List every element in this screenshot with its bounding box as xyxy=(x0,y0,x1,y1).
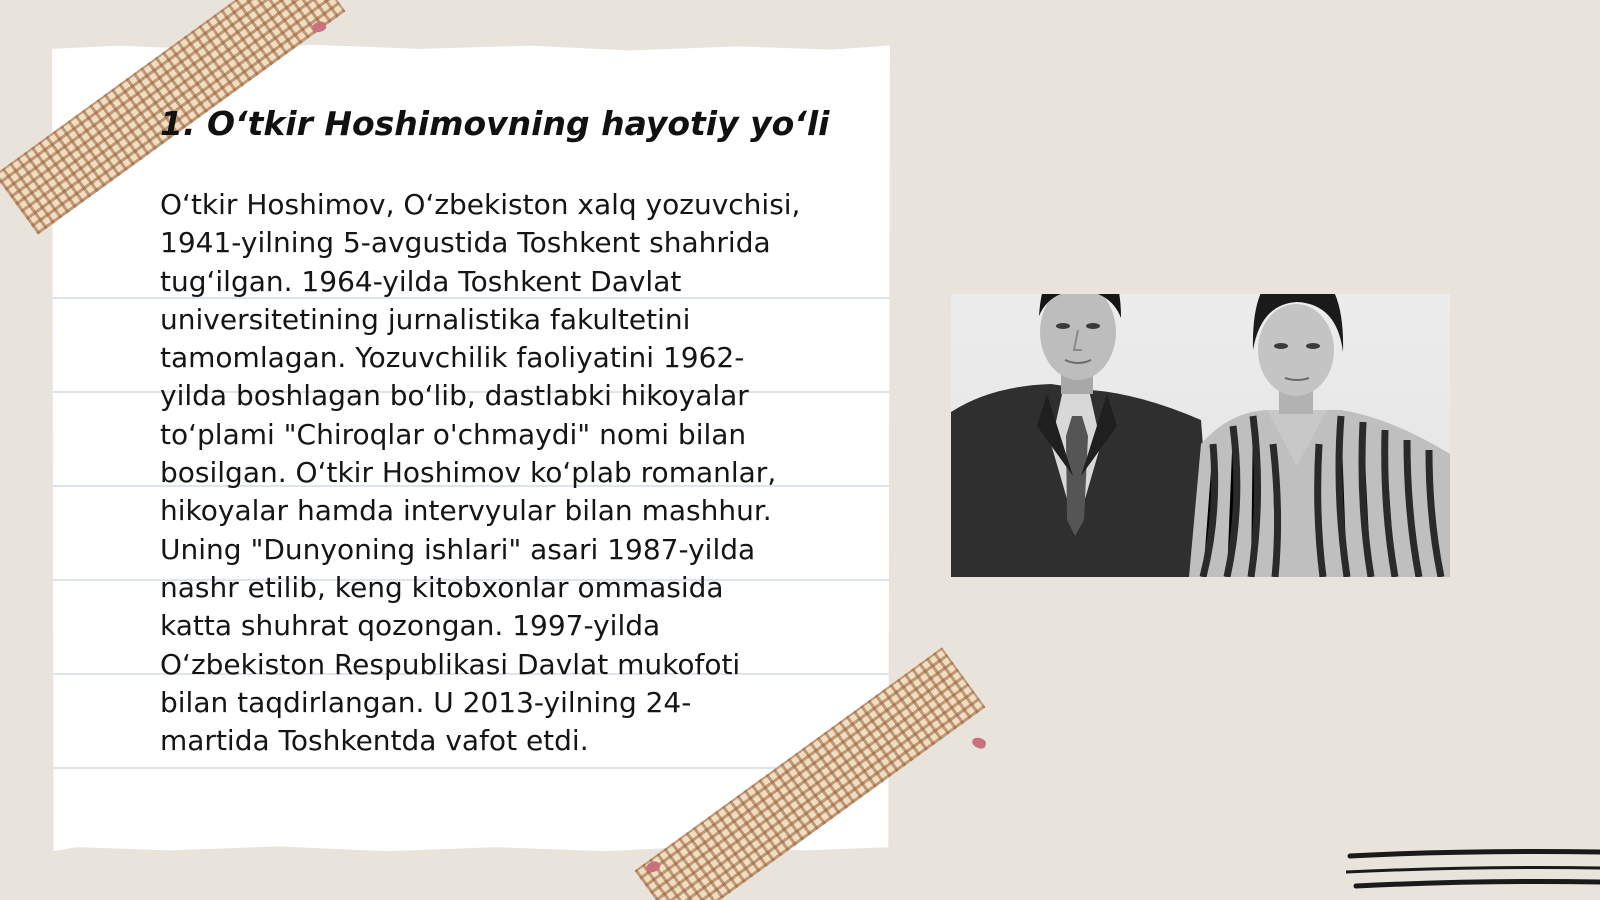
biography-line: yilda boshlagan bo‘lib, dastlabki hikoyalar xyxy=(160,379,749,413)
biography-line: nashr etilib, keng kitobxonlar ommasida xyxy=(160,570,724,604)
slide-title: 1. O‘tkir Hoshimovning hayotiy yo‘li xyxy=(160,104,830,143)
biography-line: to‘plami "Chiroqlar o'chmaydi" nomi bilan xyxy=(160,417,747,451)
pin-bottom-right xyxy=(971,736,987,749)
paper-rule-line xyxy=(52,767,890,769)
biography-line: tamomlagan. Yozuvchilik faoliyatini 1962- xyxy=(160,341,745,375)
decorative-brush-lines xyxy=(1346,846,1600,894)
biography-line: hikoyalar hamda intervyular bilan mashhur. xyxy=(160,494,772,528)
portrait-illustration xyxy=(951,294,1450,577)
biography-line: bosilgan. O‘tkir Hoshimov ko‘plab romanlar, xyxy=(160,456,777,490)
biography-line: Uning "Dunyoning ishlari" asari 1987-yilda xyxy=(160,532,756,566)
biography-line: universitetining jurnalistika fakultetini xyxy=(160,302,691,336)
biography-line: 1941-yilning 5-avgustida Toshkent shahrida xyxy=(160,226,771,260)
biography-line: O‘zbekiston Respublikasi Davlat mukofoti xyxy=(160,647,741,681)
biography-line: bilan taqdirlangan. U 2013-yilning 24- xyxy=(160,685,692,719)
biography-line: katta shuhrat qozongan. 1997-yilda xyxy=(160,609,661,643)
biography-line: martida Toshkentda vafot etdi. xyxy=(160,724,589,758)
portrait-photo xyxy=(951,294,1450,577)
biography-line: tug‘ilgan. 1964-yilda Toshkent Davlat xyxy=(160,264,682,298)
biography-text xyxy=(160,186,850,760)
biography-line: O‘tkir Hoshimov, O‘zbekiston xalq yozuvchisi, xyxy=(160,188,801,221)
